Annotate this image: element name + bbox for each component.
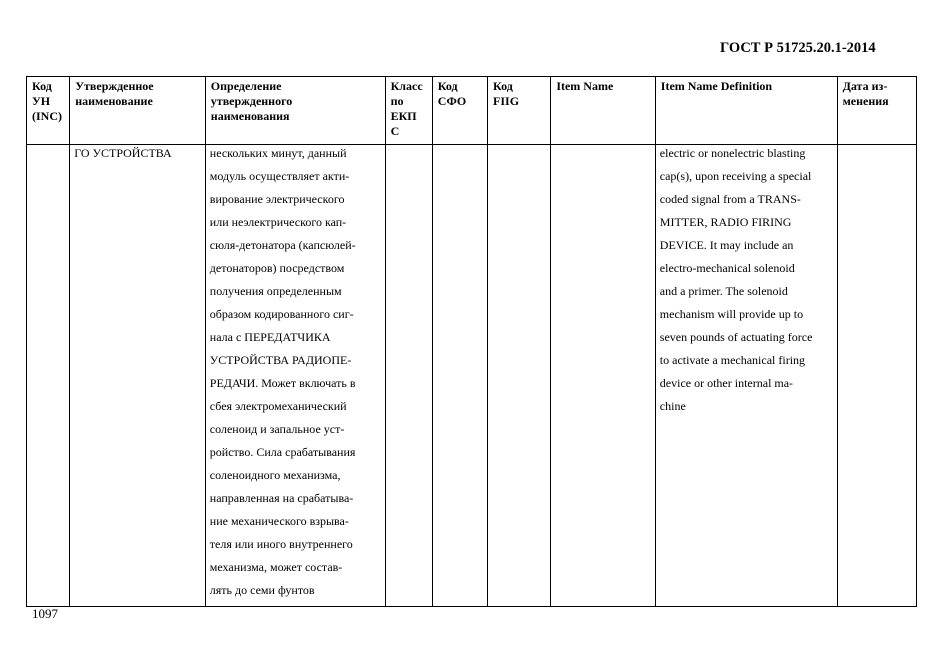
column-header-item-name-definition: Item Name Definition [655,77,837,145]
cell-sfo [432,145,487,607]
column-header-definition-ru: Определение утвержденного наименования [205,77,385,145]
cell-definition-en: electric or nonelectric blasting cap(s), upon receiving a special coded signal from a TRANS- MITTER, RADIO FIRING DEVICE. It may include an electro-mechanical solenoid and a primer. The solenoid mechanism will provide up to seven pounds of actuating force to activate a mechanical firing device or other internal ma- chine [655,145,837,607]
cell-change-date [837,145,916,607]
column-header-sfo: Код СФО [432,77,487,145]
column-header-change-date: Дата из- менения [837,77,916,145]
table-row [27,145,917,607]
standard-number: ГОСТ Р 51725.20.1-2014 [720,40,876,56]
column-header-approved-name: Утвержденное наименование [70,77,206,145]
table-header-row [27,77,917,145]
cell-fiig [488,145,551,607]
column-header-item-name: Item Name [551,77,655,145]
cell-approved-name: ГО УСТРОЙСТВА [70,145,206,607]
cell-class [385,145,432,607]
page-number: 1097 [32,606,58,621]
nomenclature-table-container [26,76,917,607]
column-header-fiig: Код FIIG [488,77,551,145]
cell-definition-ru: нескольких минут, данный модуль осуществляет акти- вирование электрического или неэлектрического кап- сюля-детонатора (капсюлей- детонаторов) посредством получения определенным образом кодированного сиг- нала с ПЕРЕДАТЧИКА УСТРОЙСТВА РАДИОПЕ- РЕДАЧИ. Может включать в сбея электромеханический соленоид и запальное уст- ройство. Сила срабатывания соленоидного механизма, направленная на срабатыва- ние механического взрыва- теля или иного внутреннего механизма, может состав- лять до семи фунтов [205,145,385,607]
column-header-class: Класс по ЕКП С [385,77,432,145]
cell-inc [27,145,70,607]
cell-item-name [551,145,655,607]
nomenclature-table [26,76,917,607]
column-header-inc: Код УН (INC) [27,77,70,145]
